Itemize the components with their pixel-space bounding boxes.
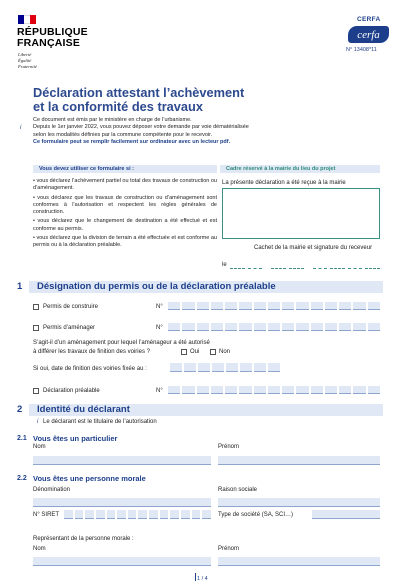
marianne-flag-icon [18,15,36,24]
representant-label: Représentant de la personne morale : [33,536,134,542]
permis-construire-number-field[interactable] [168,302,380,310]
siret-label: N° SIRET [33,512,60,518]
declaration-prealable-no-label: N° [156,388,163,394]
raison-sociale-input[interactable] [218,498,380,507]
page-number: 1 / 4 [197,576,208,582]
instruction-item: • vous déclarez l’achèvement partiel ou total des travaux de construction ou d’aménagement. [33,178,217,192]
siret-input[interactable] [64,510,211,519]
section-2-title: Identité du déclarant [29,404,383,416]
subsection-2-1-title: Vous êtes un particulier [33,434,118,443]
subsection-2-2-number: 2.2 [17,475,27,482]
mairie-cachet-text: Cachet de la mairie et signature du receveur [254,245,373,251]
representant-prenom-label: Prénom [218,546,240,552]
permis-amenager-label: Permis d’aménager [43,325,96,331]
footer-divider [195,573,196,581]
instructions-header: Vous devez utiliser ce formulaire si : [33,165,217,173]
permis-amenager-number-field[interactable] [168,323,380,331]
info-icon: i [20,125,22,131]
permis-amenager-no-label: N° [156,325,163,331]
representant-nom-label: Nom [33,546,46,552]
subsection-2-2-title: Vous êtes une personne morale [33,474,146,483]
prenom-input[interactable] [218,456,380,465]
section-1-number: 1 [17,281,23,292]
permis-construire-label: Permis de construire [43,304,99,310]
section-2-number: 2 [17,404,23,415]
non-checkbox[interactable] [210,349,216,355]
mairie-stamp-box [222,188,380,239]
declaration-prealable-checkbox[interactable] [33,388,39,394]
subsection-2-1-number: 2.1 [17,435,27,442]
permis-construire-checkbox[interactable] [33,304,39,310]
representant-prenom-input[interactable] [218,557,380,566]
section-1-title: Désignation du permis ou de la déclaration préalable [29,281,383,293]
declaration-prealable-number-field[interactable] [168,386,380,394]
document-title: Déclaration attestant l’achèvement et la conformité des travaux [33,85,245,114]
differ-question-line1: S’agit-il d’un aménagement pour lequel l’aménageur a été autorisé [33,340,210,346]
cerfa-label: CERFA [357,16,381,23]
nom-input[interactable] [33,456,211,465]
declaration-prealable-label: Déclaration préalable [43,388,100,394]
mairie-received-text: La présente déclaration a été reçue à la mairie [222,180,346,186]
info-icon: i [37,419,39,425]
raison-sociale-label: Raison sociale [218,487,258,493]
non-label: Non [219,349,231,355]
differ-question-line2: à différer les travaux de finition des voiries ? [33,349,150,355]
finition-date-field[interactable] [170,363,280,372]
republique-francaise-title: RÉPUBLIQUE FRANÇAISE [17,26,88,49]
mairie-header: Cadre réservé à la mairie du lieu du projet [220,165,380,173]
intro-text: Ce document est émis par le ministère en charge de l’urbanisme. Depuis le 1er janvier 2022, vous pouvez déposer votre demande par voie dématérialisée selon les modalités définies par la commune compétente pour le recevoir. Ce formulaire peut se remplir facilement sur ordinateur avec un lecteur pdf. [33,117,249,146]
type-societe-label: Type de société (SA, SCI…) [218,512,294,518]
representant-nom-input[interactable] [33,557,211,566]
cerfa-logo: cerfa [348,26,389,43]
cerfa-number: N° 13408*11 [346,47,377,53]
nom-label: Nom [33,444,46,450]
instruction-item: • vous déclarez que la division de terrain a été effectuée et est conforme au permis ou à la déclaration préalable. [33,235,217,249]
type-societe-input[interactable] [312,510,380,519]
mairie-date-field [230,266,380,269]
prenom-label: Prénom [218,444,240,450]
finition-date-label: Si oui, date de finition des voiries fixée au : [33,366,147,372]
permis-construire-no-label: N° [156,304,163,310]
instructions-list [33,178,217,252]
denomination-label: Dénomination [33,487,71,493]
instruction-item: • vous déclarez que les travaux de construction ou d’aménagement sont conformes à l’autorisation et respectent les règles générales de construction. [33,194,217,216]
oui-checkbox[interactable] [181,349,187,355]
denomination-input[interactable] [33,498,211,507]
instruction-item: • vous déclarez que le changement de destination a été effectué et est conforme au permis. [33,218,217,232]
oui-label: Oui [190,349,200,355]
republic-motto: Liberté Égalité Fraternité [18,52,37,69]
declarant-note: Le déclarant est le titulaire de l’autorisation [43,419,157,425]
permis-amenager-checkbox[interactable] [33,325,39,331]
mairie-date-label: le [222,262,227,268]
